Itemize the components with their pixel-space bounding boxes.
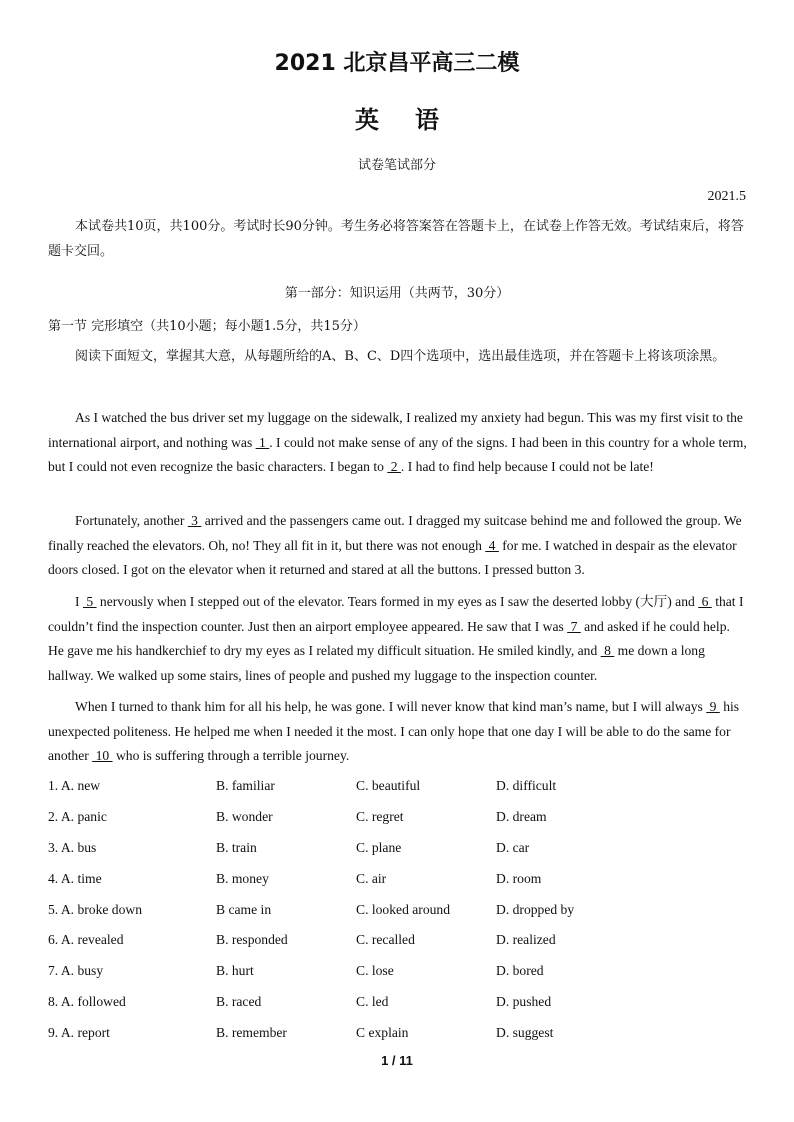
question-7-options	[48, 963, 748, 983]
option-a: 8. A. followed	[48, 994, 126, 1009]
text-run: for me. I watched in despair as the elevator doors closed. I got on the elevator when it returned and stared at all the buttons. I pressed button 3.	[48, 537, 737, 577]
blank-5: 5	[82, 594, 97, 609]
option-b: B. familiar	[216, 778, 275, 793]
text-run: that I couldn’t find the inspection counter. Just then an airport employee appeared. He saw that I was	[48, 594, 744, 634]
blank-1: 1	[255, 434, 270, 450]
option-a: 1. A. new	[48, 778, 101, 793]
exam-date: 2021.5	[707, 189, 746, 204]
option-c: C. led	[356, 994, 389, 1009]
option-c: C. recalled	[356, 932, 415, 947]
text-run: and asked if he could help. He gave me his handkerchief to dry my eyes as I related my difficult situation. He smiled kindly, and	[48, 618, 730, 658]
option-d: D. dream	[496, 809, 547, 824]
section1-directions: 阅读下面短文，掌握其大意，从每题所给的A、B、C、D四个选项中，选出最佳选项，并在答题卡上将该项涂黑。	[75, 349, 726, 364]
blank-10: 10	[92, 748, 113, 763]
option-d: D. realized	[496, 932, 556, 947]
text-run: arrived and the passengers came out. I dragged my suitcase behind me and followed the group. We finally reached the elevators. Oh, no! They all fit in it, but there was not enough	[48, 513, 742, 553]
text-run: his unexpected politeness. He helped me when I needed it the most. I can only hope that one day I will be able to do the same for another	[48, 699, 740, 763]
option-d: D. suggest	[496, 1025, 554, 1040]
blank-3: 3	[187, 513, 202, 528]
text-run: nervously when I stepped out of the elevator. Tears formed in my eyes as I saw the deserted lobby (大厅) and	[96, 594, 699, 609]
option-d: D. bored	[496, 963, 544, 978]
option-b: B. raced	[216, 994, 262, 1009]
text-run: who is suffering through a terrible journey.	[112, 748, 350, 763]
option-c: C. lose	[356, 963, 394, 978]
option-a: 4. A. time	[48, 871, 102, 886]
option-d: D. dropped by	[496, 902, 575, 917]
option-a: 9. A. report	[48, 1025, 110, 1040]
text-run: me down a long hallway. We walked up some stairs, lines of people and pushed my luggage to the inspection counter.	[48, 643, 705, 683]
question-8-options	[48, 994, 748, 1014]
passage-paragraph-4	[48, 695, 748, 769]
option-d: D. pushed	[496, 994, 552, 1009]
option-c: C. beautiful	[356, 778, 421, 793]
option-b: B. responded	[216, 932, 288, 947]
option-c: C. looked around	[356, 902, 451, 917]
question-6-options	[48, 932, 748, 952]
exam-subtitle: 试卷笔试部分	[357, 158, 436, 173]
option-d: D. car	[496, 840, 530, 855]
question-3-options	[48, 840, 748, 860]
option-a: 2. A. panic	[48, 809, 107, 824]
option-c: C explain	[356, 1025, 409, 1040]
instructions: 本试卷共10页，共100分。考试时长90分钟。考生务必将答案答在答题卡上，在试卷上作答无效。考试结束后，将答题卡交回。	[48, 219, 744, 259]
page-number: 1 / 11	[381, 1053, 413, 1068]
option-a: 6. A. revealed	[48, 932, 124, 947]
blank-6: 6	[698, 594, 712, 609]
option-b: B. train	[216, 840, 257, 855]
question-1-options	[48, 778, 748, 798]
passage-paragraph-3	[48, 590, 748, 688]
option-b: B. wonder	[216, 809, 273, 824]
option-a: 5. A. broke down	[48, 902, 143, 917]
subject-title: 英语	[355, 106, 475, 134]
blank-9: 9	[706, 699, 720, 714]
text-run: . I had to find help because I could not be late!	[400, 459, 654, 474]
blank-7: 7	[567, 618, 581, 634]
part1-heading: 第一部分：知识运用（共两节，30分）	[284, 286, 510, 301]
question-2-options	[48, 809, 748, 829]
blank-2: 2	[387, 459, 401, 474]
question-5-options	[48, 902, 748, 922]
question-4-options	[48, 871, 748, 891]
text-run: Fortunately, another	[75, 513, 188, 528]
option-b: B came in	[216, 902, 272, 917]
option-c: C. regret	[356, 809, 404, 824]
text-run: As I watched the bus driver set my luggage on the sidewalk, I realized my anxiety had begun. This was my first visit to the international airport, and nothing was	[48, 410, 743, 450]
option-c: C. plane	[356, 840, 402, 855]
passage-paragraph-2	[48, 509, 748, 583]
text-run: . I could not make sense of any of the signs. I had been in this country for a whole term, but I could not even recognize the basic characters. I began to	[48, 434, 747, 474]
blank-8: 8	[600, 643, 615, 658]
option-a: 3. A. bus	[48, 840, 97, 855]
text-run: When I turned to thank him for all his help, he was gone. I will never know that kind man’s name, but I will always	[75, 699, 707, 714]
option-d: D. room	[496, 871, 542, 886]
option-b: B. hurt	[216, 963, 254, 978]
option-c: C. air	[356, 871, 387, 886]
option-d: D. difficult	[496, 778, 557, 793]
section1-heading: 第一节 完形填空（共10小题；每小题1.5分，共15分）	[48, 319, 366, 334]
option-b: B. remember	[216, 1025, 287, 1040]
question-9-options	[48, 1025, 748, 1045]
text-run: I	[75, 594, 83, 609]
option-b: B. money	[216, 871, 269, 886]
blank-4: 4	[485, 537, 499, 553]
exam-title: 2021 北京昌平高三二模	[274, 51, 520, 76]
passage-paragraph-1	[48, 406, 748, 480]
option-a: 7. A. busy	[48, 963, 104, 978]
